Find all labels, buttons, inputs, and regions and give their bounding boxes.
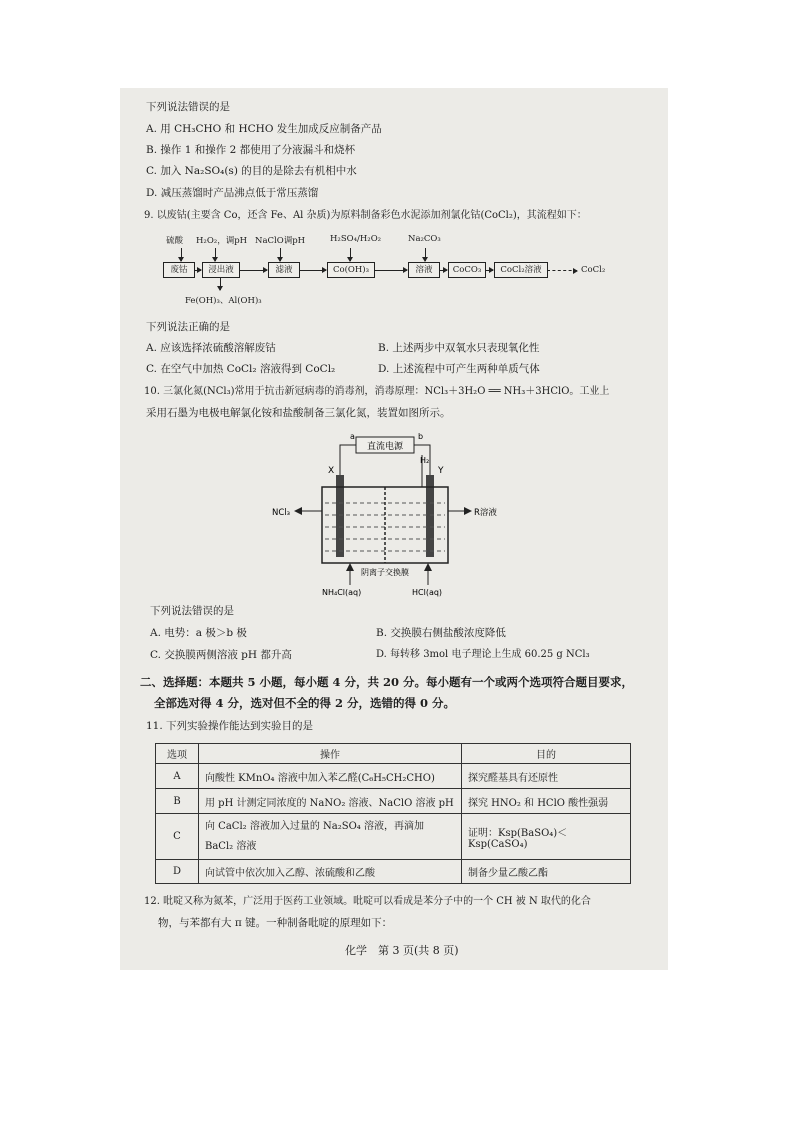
q12-line2: 物，与苯都有大 π 键。一种制备吡啶的原理如下： (158, 917, 393, 929)
ncl3-arrow (294, 507, 302, 515)
row-goal: 制备少量乙酸乙酯 (462, 860, 631, 884)
q8-option-a: A. 用 CH₃CHO 和 HCHO 发生加成反应制备产品 (146, 123, 382, 135)
row-operation: 用 pH 计测定同浓度的 NaNO₂ 溶液、NaClO 溶液 pH (199, 789, 462, 814)
flow-arrow (374, 270, 407, 271)
pole-b-label: b (418, 432, 424, 441)
row-goal: 探究 HNO₂ 和 HClO 酸性强弱 (462, 789, 631, 814)
flow-box-coco3: CoCO₃ (448, 262, 486, 278)
header-option: 选项 (156, 744, 199, 764)
q11-table (155, 743, 631, 884)
q9-question: 下列说法正确的是 (146, 321, 230, 333)
flow-product: CoCl₂ (581, 265, 606, 275)
q10-stem-line1: 10. 三氯化氮(NCl₃)常用于抗击新冠病毒的消毒剂，消毒原理：NCl₃＋3H₂O ══ NH₃＋3HClO。工业上 (144, 386, 610, 397)
table-row (156, 814, 631, 860)
row-option: A (156, 764, 199, 789)
reagent-naclo-ph: NaClO调pH (255, 236, 306, 246)
electrode-y-label: Y (438, 466, 444, 476)
reagent-h2so4-h2o2: H₂SO₄/H₂O₂ (330, 234, 382, 244)
q10-stem-line2: 采用石墨为电极电解氯化铵和盐酸制备三氯化氮，装置如图所示。 (146, 407, 451, 419)
row-option: C (156, 814, 199, 860)
q10-option-c: C. 交换膜两侧溶液 pH 都升高 (150, 649, 292, 661)
hcl-label: HCl(aq) (412, 588, 443, 597)
row-goal: 证明：Ksp(BaSO₄)＜Ksp(CaSO₄) (462, 814, 631, 860)
byproduct-arrow (220, 277, 221, 290)
q10-option-b: B. 交换膜右侧盐酸浓度降低 (376, 627, 506, 639)
q9-stem: 9. 以废钴(主要含 Co，还含 Fe、Al 杂质)为原料制备彩色水泥添加剂氯化钴(CoCl₂)，其流程如下： (144, 210, 587, 221)
page-footer: 化学 第 3 页(共 8 页) (345, 944, 459, 957)
flow-arrow (239, 270, 267, 271)
q9-option-b: B. 上述两步中双氧水只表现氧化性 (378, 342, 540, 354)
reagent-arrow (215, 248, 216, 261)
q8-option-c: C. 加入 Na₂SO₄(s) 的目的是除去有机相中水 (146, 165, 357, 177)
q9-option-d: D. 上述流程中可产生两种单质气体 (378, 363, 540, 375)
header-operation: 操作 (199, 744, 462, 764)
membrane-label: 阴离子交换膜 (361, 568, 409, 577)
row-goal: 探究醛基具有还原性 (462, 764, 631, 789)
row-operation: 向 CaCl₂ 溶液加入过量的 Na₂SO₄ 溶液，再滴加 BaCl₂ 溶液 (199, 814, 462, 860)
flow-box-solution: 溶液 (408, 262, 440, 278)
flow-arrow-dashed (547, 270, 577, 271)
table-row (156, 789, 631, 814)
flow-box-cooh3: Co(OH)₃ (327, 262, 375, 278)
q8-option-d: D. 减压蒸馏时产品沸点低于常压蒸馏 (146, 187, 319, 199)
q8-option-b: B. 操作 1 和操作 2 都使用了分液漏斗和烧杯 (146, 144, 356, 156)
reagent-arrow (425, 248, 426, 261)
table-row (156, 764, 631, 789)
reagent-sulfuric-acid: 硫酸 (166, 236, 184, 246)
ncl3-outlet-label: NCl₃ (272, 508, 291, 518)
electrolysis-diagram (270, 425, 530, 600)
section-2-rules: 全部选对得 4 分，选对但不全的得 2 分，选错的得 0 分。 (154, 696, 456, 710)
reagent-arrow (280, 248, 281, 261)
power-supply-label: 直流电源 (366, 442, 404, 452)
q8-stem: 下列说法错误的是 (146, 101, 230, 113)
row-operation: 向酸性 KMnO₄ 溶液中加入苯乙醛(C₆H₅CH₂CHO) (199, 764, 462, 789)
reagent-na2co3: Na₂CO₃ (408, 234, 441, 244)
q9-option-c: C. 在空气中加热 CoCl₂ 溶液得到 CoCl₂ (146, 363, 336, 375)
nh4cl-arrow (346, 563, 354, 571)
q9-option-a: A. 应该选择浓硫酸溶解废钴 (146, 342, 276, 354)
hcl-arrow (424, 563, 432, 571)
q10-option-d: D. 每转移 3mol 电子理论上生成 60.25 g NCl₃ (376, 649, 590, 660)
flow-box-waste-cobalt: 废钴 (163, 262, 195, 278)
reagent-arrow (181, 248, 182, 261)
flow-arrow (439, 270, 447, 271)
header-goal: 目的 (462, 744, 631, 764)
q11-stem: 11. 下列实验操作能达到实验目的是 (146, 720, 314, 732)
flow-arrow (299, 270, 326, 271)
reagent-h2o2-ph: H₂O₂，调pH (196, 236, 248, 246)
row-option: B (156, 789, 199, 814)
reagent-arrow (350, 248, 351, 261)
flow-box-filtrate: 滤液 (268, 262, 300, 278)
row-option: D (156, 860, 199, 884)
flow-box-cocl2-solution: CoCl₂溶液 (494, 262, 548, 278)
h2-label: H₂ (420, 456, 430, 465)
nh4cl-label: NH₄Cl(aq) (322, 588, 362, 597)
q10-question: 下列说法错误的是 (150, 605, 234, 617)
r-solution-label: R溶液 (474, 508, 497, 518)
q12-line1: 12. 吡啶又称为氮苯，广泛用于医药工业领域。吡啶可以看成是苯分子中的一个 CH 被 N 取代的化合 (144, 896, 591, 907)
flow-arrow (194, 270, 201, 271)
electrode-x-label: X (328, 466, 335, 476)
flow-box-leachate: 浸出液 (202, 262, 240, 278)
flow-arrow (485, 270, 493, 271)
table-header-row (156, 744, 631, 764)
table-row (156, 860, 631, 884)
pole-a-label: a (350, 432, 355, 441)
r-arrow (464, 507, 472, 515)
q10-option-a: A. 电势：a 极＞b 极 (150, 627, 247, 639)
row-operation: 向试管中依次加入乙醇、浓硫酸和乙酸 (199, 860, 462, 884)
flow-byproduct: Fe(OH)₃、Al(OH)₃ (185, 296, 262, 306)
section-2-heading: 二、选择题：本题共 5 小题，每小题 4 分，共 20 分。每小题有一个或两个选项符合题目要求， (140, 675, 634, 689)
